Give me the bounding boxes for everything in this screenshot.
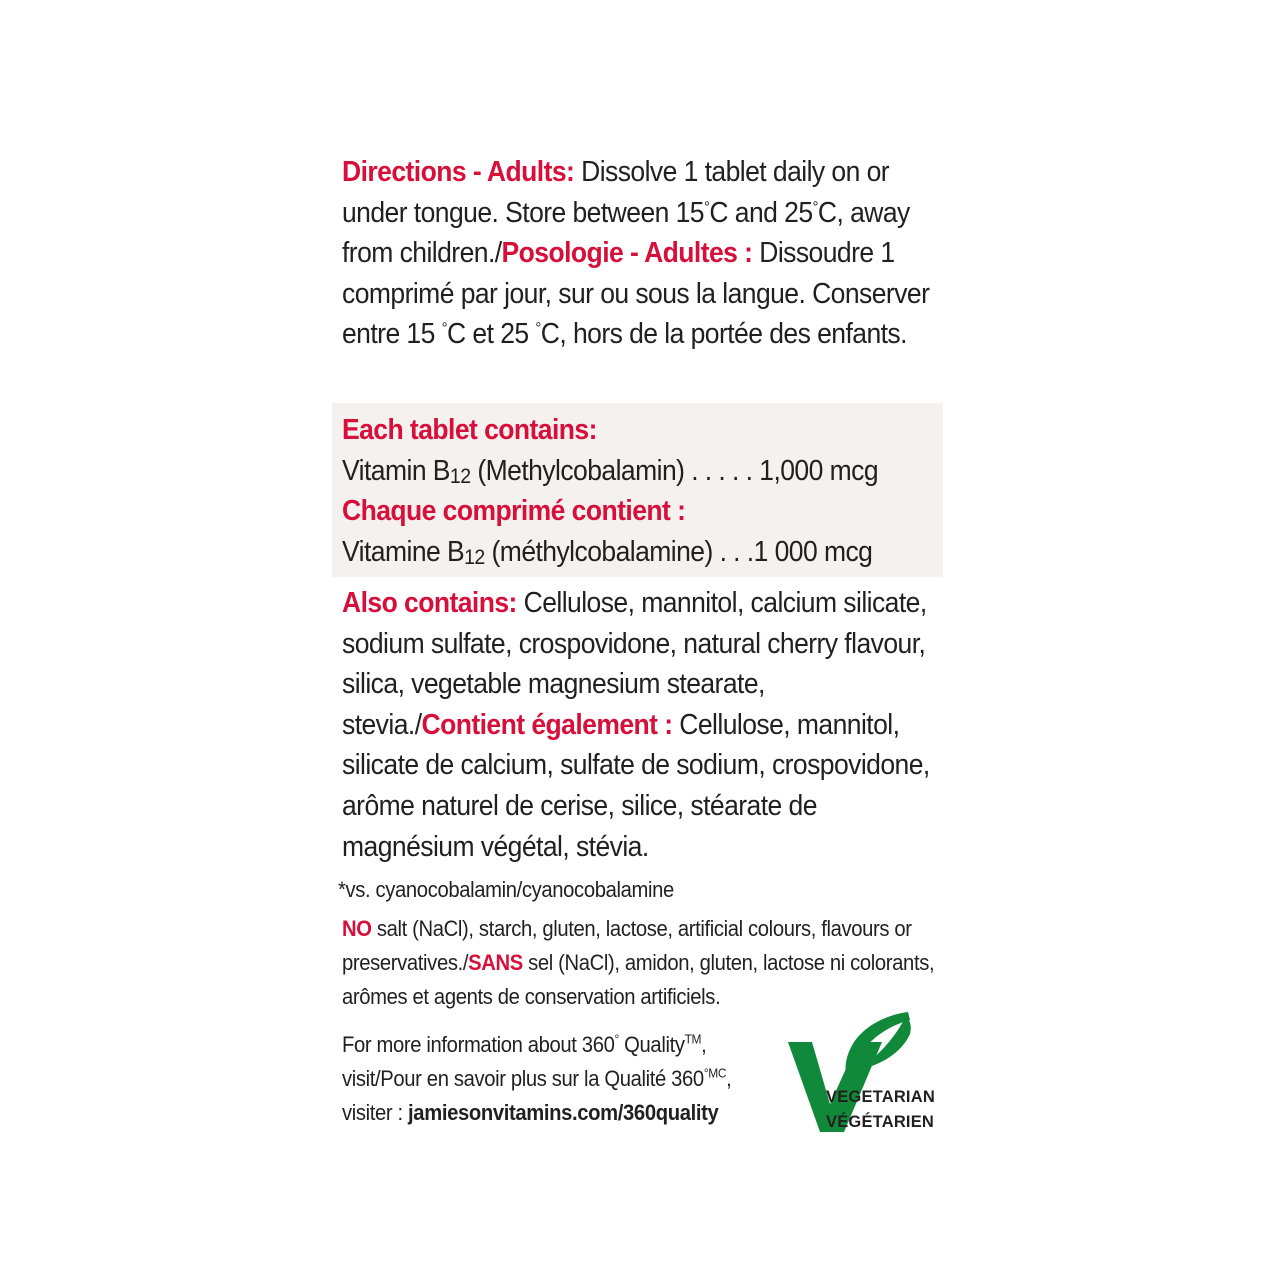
- free-from-section: [342, 912, 968, 1014]
- quality-info-section: [342, 1028, 765, 1130]
- directions-text-fr-3: C, hors de la portée des enfants.: [540, 318, 907, 351]
- free-from-text-en: salt (NaCl), starch, gluten, lactose, artificial colours, flavours or preservatives./: [342, 916, 912, 975]
- also-heading-fr: Contient également :: [421, 708, 673, 741]
- mc-symbol: °MC: [703, 1065, 727, 1081]
- free-from-no-fr: SANS: [468, 950, 523, 975]
- contains-line-en: [342, 451, 951, 492]
- contains-line-en-a: Vitamin B: [342, 454, 450, 487]
- contains-heading-fr: Chaque comprimé contient :: [342, 495, 686, 528]
- directions-text-fr-2: C et 25: [447, 318, 536, 351]
- free-from-no-en: NO: [342, 916, 372, 941]
- contains-heading-en: Each tablet contains:: [342, 414, 597, 446]
- info-line-3: [342, 1096, 765, 1130]
- also-contains-section: [342, 583, 951, 867]
- degree-symbol: °: [812, 198, 818, 216]
- degree-symbol: °: [441, 320, 448, 338]
- info-line-1-text: For more information about 360: [342, 1032, 615, 1057]
- degree-symbol: °: [614, 1031, 619, 1047]
- info-line-1: [342, 1028, 765, 1062]
- directions-text-en-1: Dissolve 1 tablet daily on or under tongue. Store between 15: [342, 156, 890, 229]
- contains-line-fr: [342, 532, 951, 573]
- contains-line-fr-a: Vitamine B: [342, 535, 465, 568]
- quality-url-link[interactable]: jamiesonvitamins.com/360quality: [408, 1100, 719, 1125]
- degree-symbol: °: [535, 320, 541, 338]
- also-text-en: Cellulose, mannitol, calcium silicate, sodium sulfate, crospovidone, natural cherry flavour, silica, vegetable magnesium stearate, stevia./: [342, 587, 927, 741]
- directions-text-fr-1: Dissoudre 1 comprimé par jour, sur ou sous la langue. Conserver entre 15: [342, 237, 930, 351]
- contains-section: [342, 410, 951, 572]
- also-heading-en: Also contains:: [342, 587, 517, 619]
- trademark-symbol: TM: [684, 1031, 702, 1047]
- degree-symbol: °: [703, 198, 710, 216]
- info-line-3-text: visiter :: [342, 1100, 409, 1125]
- info-line-2-text: visit/Pour en savoir plus sur la Qualité 360: [342, 1066, 704, 1091]
- info-line-2-comma: ,: [726, 1066, 732, 1091]
- info-line-1-quality: Quality: [618, 1032, 685, 1057]
- directions-text-en-2: C and 25: [709, 196, 813, 229]
- free-from-text-fr: sel (NaCl), amidon, gluten, lactose ni colorants, arômes et agents de conservation artificiels.: [342, 950, 935, 1009]
- also-text-fr: Cellulose, mannitol, silicate de calcium, sulfate de sodium, crospovidone, arôme naturel de cerise, silice, stéarate de magnésium végétal, stévia.: [342, 708, 930, 863]
- directions-heading-en: Directions - Adults:: [342, 156, 575, 188]
- info-line-1-comma: ,: [701, 1032, 707, 1057]
- contains-line-en-sub: 12: [449, 464, 471, 488]
- vegetarian-label-en: VEGETARIAN: [826, 1088, 935, 1106]
- footnote: *vs. cyanocobalamin/cyanocobalamine: [338, 877, 674, 902]
- info-line-2: [342, 1062, 765, 1096]
- contains-line-en-b: (Methylcobalamin) . . . . . 1,000 mcg: [470, 454, 879, 487]
- directions-heading-fr: Posologie - Adultes :: [501, 237, 753, 270]
- vegetarian-label-fr: VÉGÉTARIEN: [826, 1113, 935, 1131]
- directions-text-en-3: C, away from children./: [342, 196, 910, 270]
- contains-line-fr-sub: 12: [464, 545, 485, 569]
- directions-section: [342, 152, 951, 355]
- contains-line-fr-b: (méthylcobalamine) . . .1 000 mcg: [484, 535, 873, 568]
